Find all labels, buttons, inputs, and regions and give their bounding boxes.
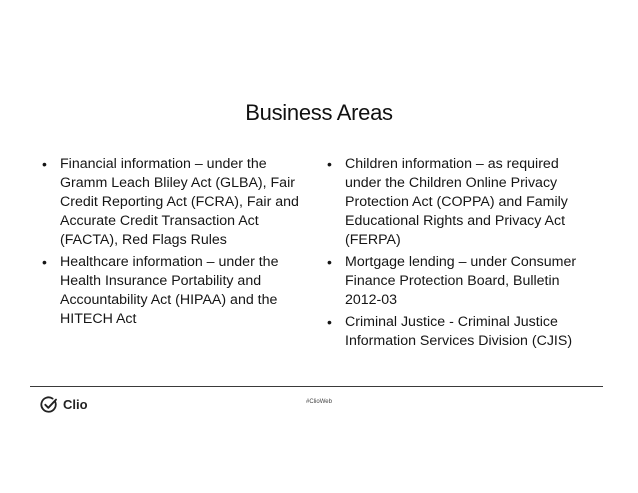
bullet-item: • Criminal Justice - Criminal Justice Information Services Division (CJIS): [325, 313, 593, 351]
bullet-item: • Healthcare information – under the Health Insurance Portability and Accountability Act (HIPAA) and the HITECH Act: [40, 253, 302, 329]
logo-text: Clio: [63, 397, 88, 412]
bullet-item: • Mortgage lending – under Consumer Finance Protection Board, Bulletin 2012-03: [325, 253, 593, 310]
bullet-item: • Financial information – under the Gramm Leach Bliley Act (GLBA), Fair Credit Reporting Act (FCRA), Fair and Accurate Credit Transaction Act (FACTA), Red Flags Rules: [40, 155, 302, 250]
footer-hashtag: #ClioWeb: [306, 399, 332, 405]
bullet-list-left: [40, 155, 302, 332]
footer-divider: [30, 386, 603, 387]
slide-title: Business Areas: [245, 100, 393, 125]
bullet-list-right: [325, 155, 593, 354]
bullet-item: • Children information – as required under the Children Online Privacy Protection Act (COPPA) and Family Educational Rights and Privacy Act (FERPA): [325, 155, 593, 250]
